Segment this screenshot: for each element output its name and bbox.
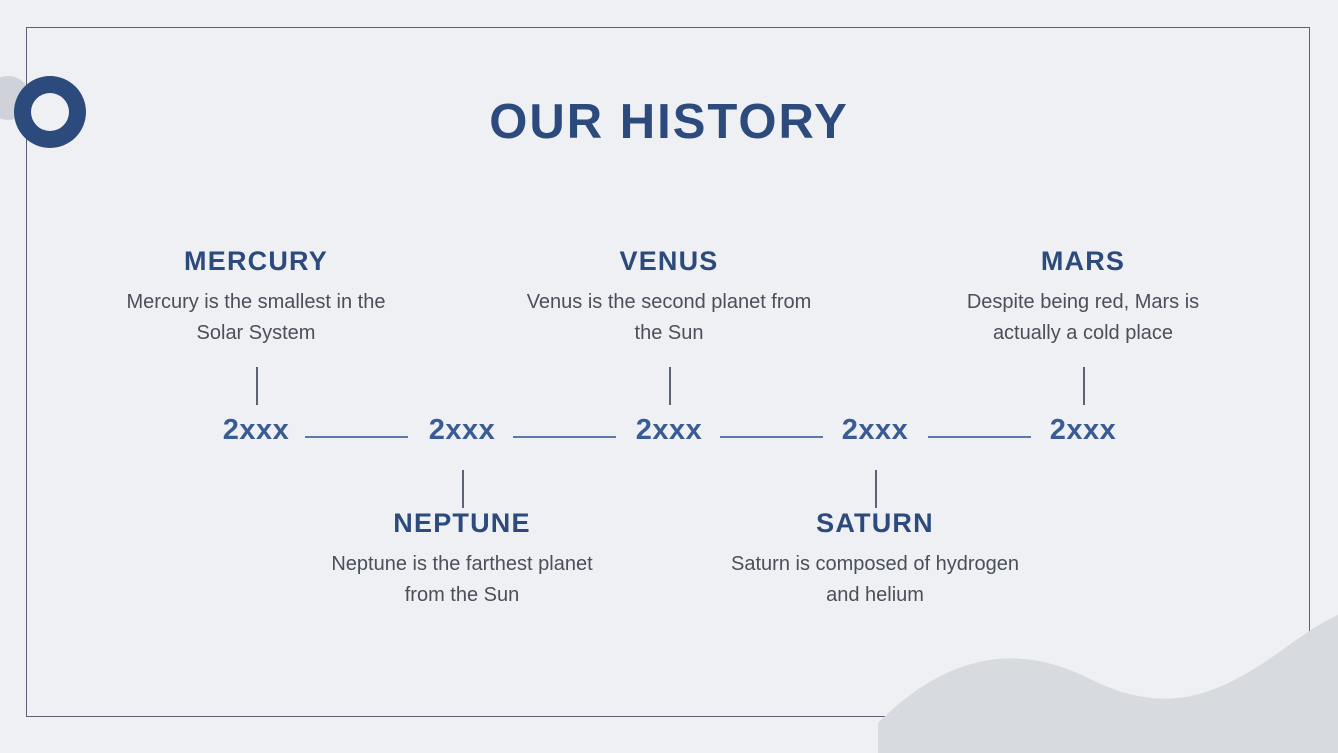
timeline-tick-5 [1083, 367, 1085, 405]
timeline-node-4[interactable]: 2xxx [841, 414, 909, 446]
timeline-entry-mars [933, 246, 1233, 349]
entry-description-mars: Despite being red, Mars is actually a cold place [966, 291, 1200, 344]
timeline-node-2[interactable]: 2xxx [428, 414, 496, 446]
timeline-node-3[interactable]: 2xxx [635, 414, 703, 446]
page-title: OUR HISTORY [489, 95, 849, 149]
entry-description-mercury: Mercury is the smallest in the Solar System [126, 291, 386, 344]
entry-description-neptune: Neptune is the farthest planet from the Sun [331, 553, 593, 606]
timeline-tick-3 [669, 367, 671, 405]
timeline-entry-saturn [725, 508, 1025, 611]
timeline-node-5[interactable]: 2xxx [1049, 414, 1117, 446]
entry-title-mars: MARS [1040, 246, 1126, 276]
timeline-node-1[interactable]: 2xxx [222, 414, 290, 446]
timeline-tick-2 [462, 470, 464, 508]
timeline-entry-venus [519, 246, 819, 349]
entry-title-mercury: MERCURY [184, 246, 328, 276]
entry-description-saturn: Saturn is composed of hydrogen and helium [731, 553, 1019, 606]
timeline-tick-4 [875, 470, 877, 508]
timeline-entry-neptune [312, 508, 612, 611]
entry-description-venus: Venus is the second planet from the Sun [526, 291, 812, 344]
entry-title-saturn: SATURN [816, 508, 934, 538]
entry-title-venus: VENUS [619, 246, 719, 276]
timeline-tick-1 [256, 367, 258, 405]
timeline-entry-mercury [106, 246, 406, 349]
entry-title-neptune: NEPTUNE [393, 508, 531, 538]
